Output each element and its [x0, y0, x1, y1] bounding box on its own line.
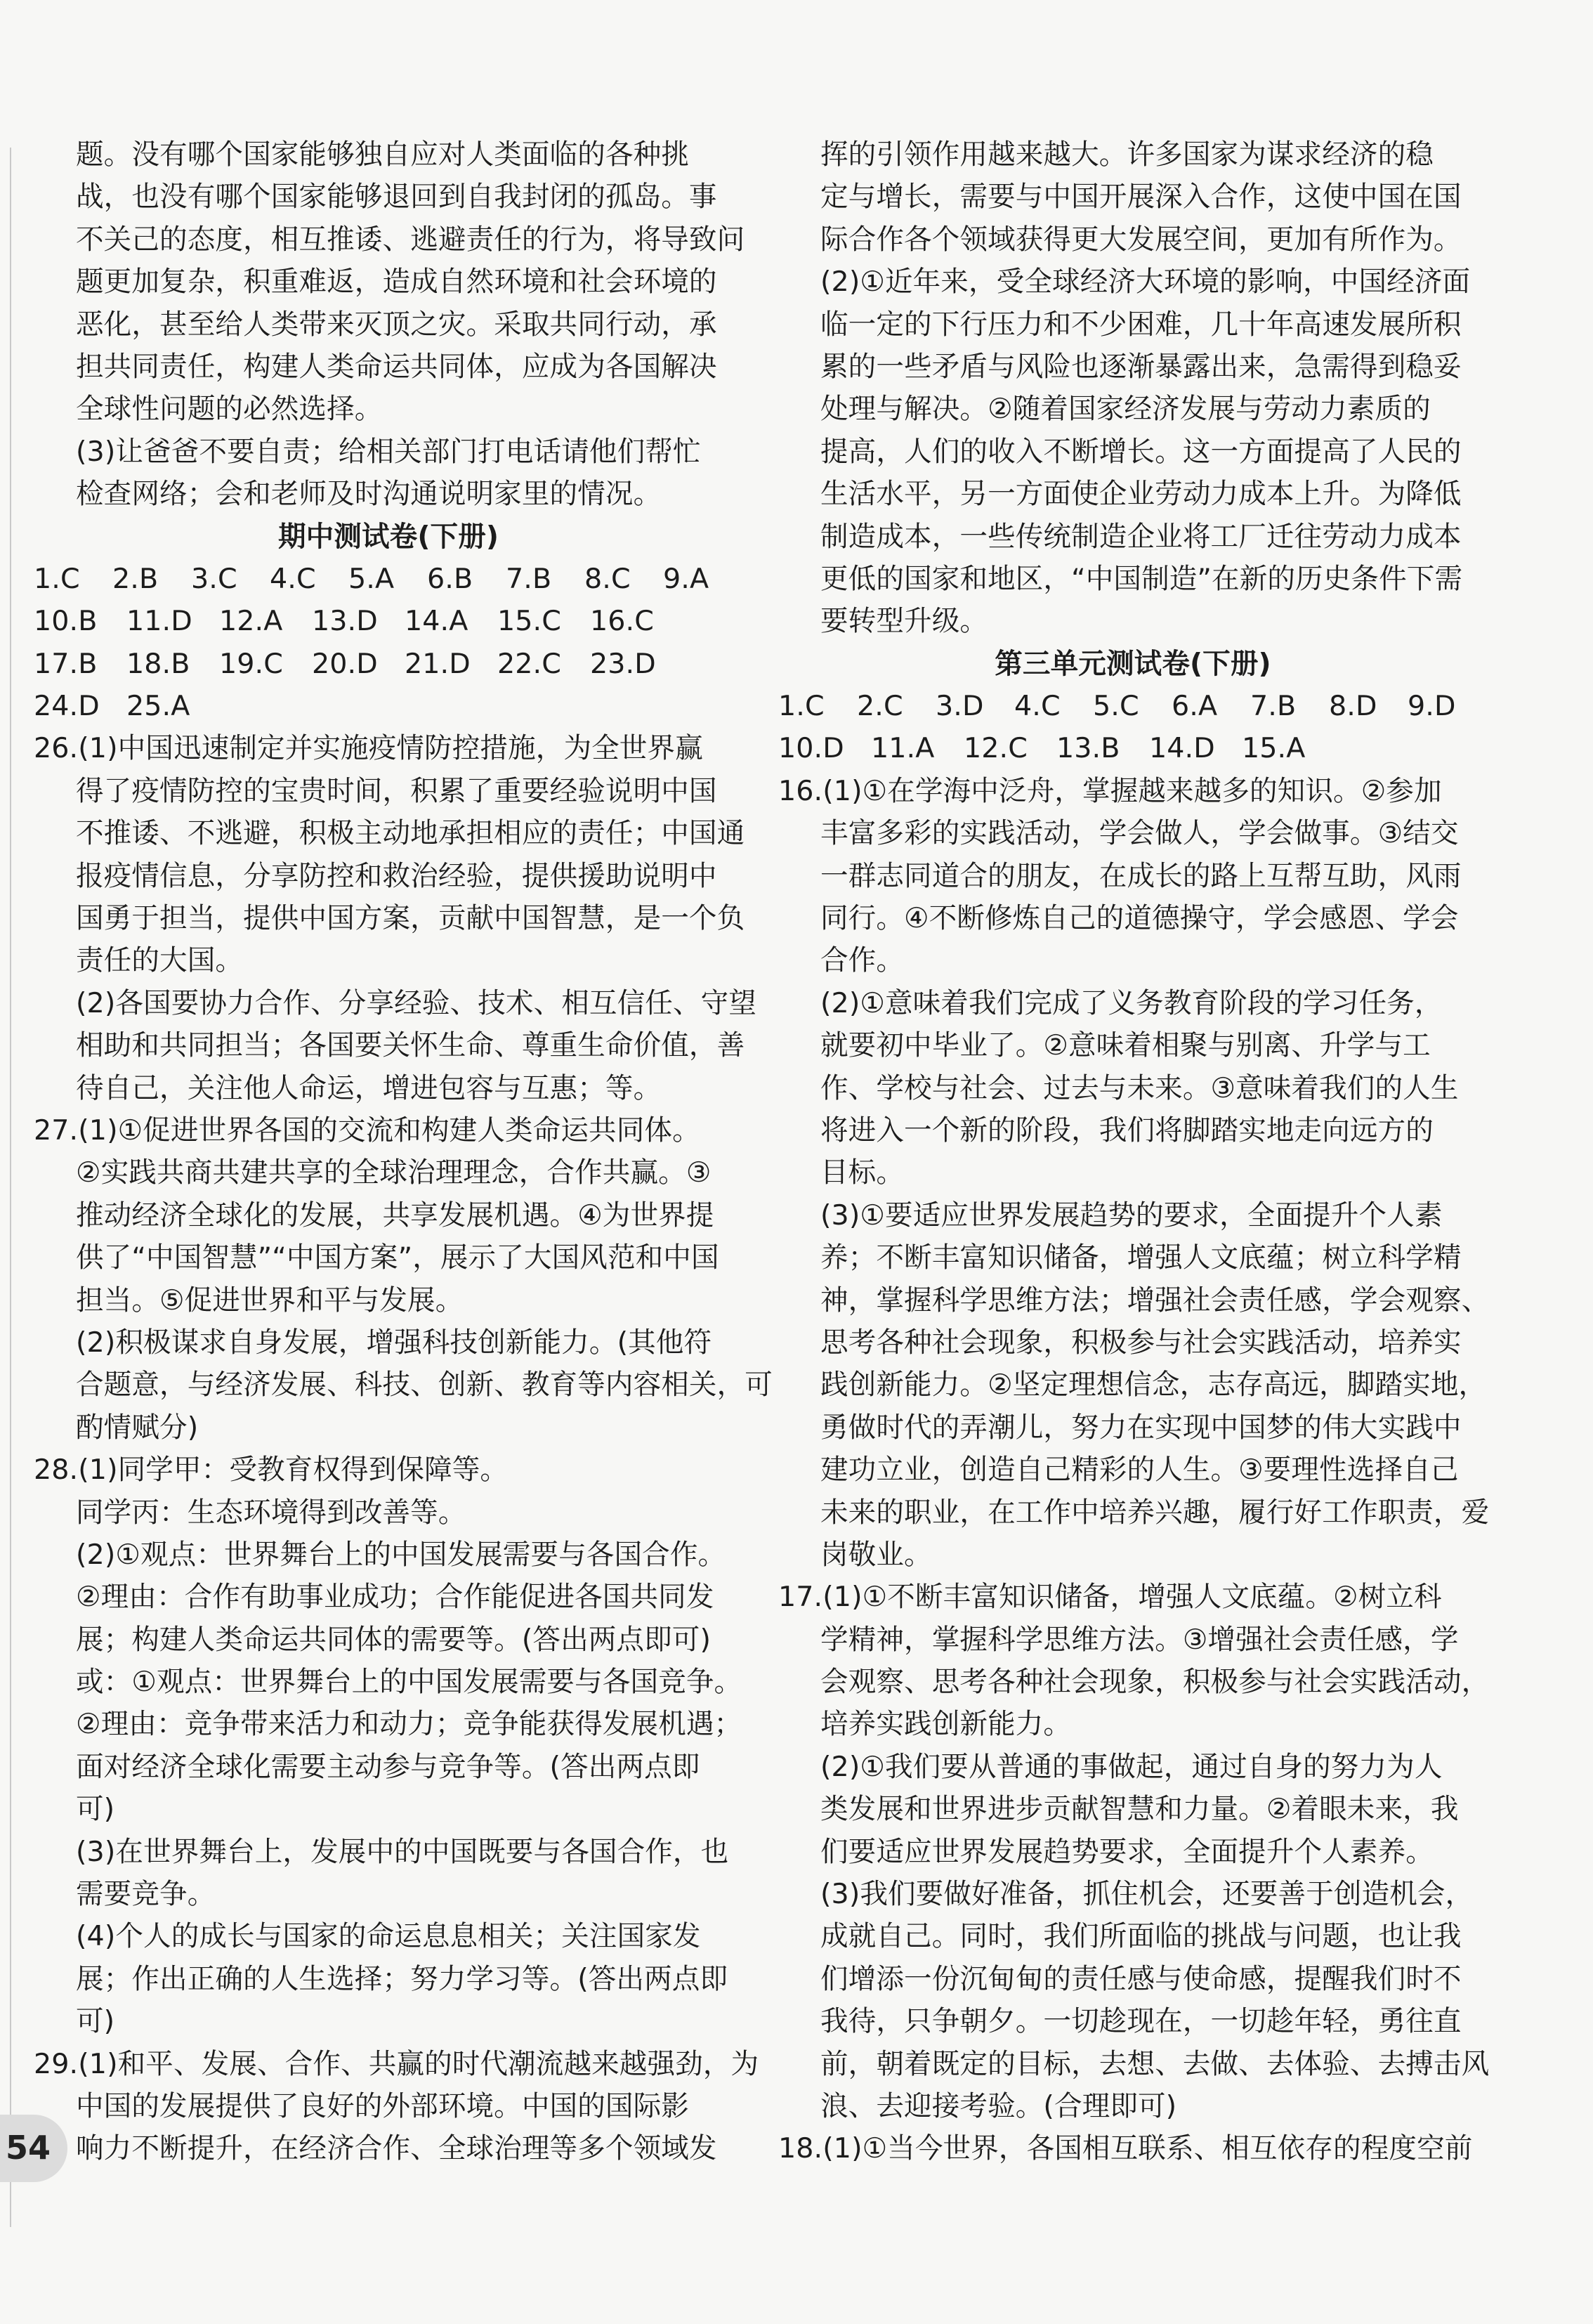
text-line: 作、学校与社会、过去与未来。③意味着我们的人生 — [820, 1071, 1459, 1104]
answer-item: 22.C — [497, 647, 561, 680]
answer-item: 10.B — [34, 605, 98, 638]
answer-item: 12.C — [964, 732, 1028, 765]
page-number: 54 — [6, 2129, 51, 2167]
text-line: (3)在世界舞台上，发展中的中国既要与各国合作，也 — [76, 1835, 729, 1868]
answer-item: 24.D — [34, 690, 100, 723]
text-line: (3)①要适应世界发展趋势的要求，全面提升个人素 — [820, 1199, 1443, 1232]
page-number-badge — [0, 2115, 67, 2182]
text-line: 供了“中国智慧”“中国方案”，展示了大国风范和中国 — [76, 1241, 719, 1274]
text-line: 响力不断提升，在经济合作、全球治理等多个领域发 — [76, 2132, 717, 2165]
text-line: 担共同责任，构建人类命运共同体，应成为各国解决 — [76, 350, 717, 383]
text-line: 检查网络；会和老师及时沟通说明家里的情况。 — [76, 478, 662, 511]
section-heading: 期中测试卷(下册) — [277, 520, 499, 553]
text-line: 培养实践创新能力。 — [820, 1708, 1072, 1741]
answer-item: 14.A — [405, 605, 468, 638]
text-line: (2)①我们要从普通的事做起，通过自身的努力为人 — [820, 1750, 1443, 1783]
text-line: 合作。 — [820, 944, 905, 977]
text-line: 题。没有哪个国家能够独自应对人类面临的各种挑 — [76, 138, 689, 171]
answer-item: 2.B — [112, 562, 159, 595]
text-line: 践创新能力。②坚定理想信念，志存高远，脚踏实地， — [820, 1369, 1487, 1402]
text-line: (2)①意味着我们完成了义务教育阶段的学习任务， — [820, 986, 1443, 1019]
text-line: 战，也没有哪个国家能够退回到自我封闭的孤岛。事 — [76, 181, 717, 214]
text-line: 不关己的态度，相互推诿、逃避责任的行为，将导致问 — [76, 223, 745, 256]
text-line: ②理由：竞争带来活力和动力；竞争能获得发展机遇； — [76, 1708, 742, 1741]
answer-key-row — [34, 643, 743, 685]
answer-item: 14.D — [1149, 732, 1215, 765]
answer-item: 25.A — [126, 690, 190, 723]
text-line: (2)①近年来，受全球经济大环境的影响，中国经济面 — [820, 266, 1471, 299]
text-line: 报疫情信息，分享防控和救治经验，提供援助说明中 — [76, 859, 717, 892]
answer-item: 9.A — [663, 562, 709, 595]
text-line: 神，掌握科学思维方法；增强社会责任感，学会观察、 — [820, 1284, 1490, 1317]
left-column — [34, 133, 773, 2170]
text-line: 28.(1)同学甲：受教育权得到保障等。 — [34, 1454, 509, 1487]
answer-item: 5.A — [348, 562, 395, 595]
text-line: 展；作出正确的人生选择；努力学习等。(答出两点即 — [76, 1962, 728, 1995]
text-line: 勇做时代的弄潮儿，努力在实现中国梦的伟大实践中 — [820, 1411, 1462, 1444]
text-line: 学精神，掌握科学思维方法。③增强社会责任感，学 — [820, 1623, 1459, 1656]
answer-item: 9.D — [1408, 690, 1456, 723]
answer-key-row — [778, 727, 1488, 769]
text-line: (3)让爸爸不要自责；给相关部门打电话请他们帮忙 — [76, 435, 701, 468]
answer-item: 11.A — [871, 732, 935, 765]
answer-item: 21.D — [405, 647, 471, 680]
text-line: 题更加复杂，积重难返，造成自然环境和社会环境的 — [76, 266, 717, 299]
text-line: 前，朝着既定的目标，去想、去做、去体验、去搏击风 — [820, 2047, 1490, 2080]
text-line: (3)我们要做好准备，抓住机会，还要善于创造机会， — [820, 1878, 1474, 1911]
text-line: 际合作各个领域获得更大发展空间，更加有所作为。 — [820, 223, 1462, 256]
answer-item: 20.D — [312, 647, 378, 680]
text-line: 会观察、思考各种社会现象，积极参与社会实践活动， — [820, 1666, 1490, 1699]
text-line: 挥的引领作用越来越大。许多国家为谋求经济的稳 — [820, 138, 1434, 171]
text-line: 同学丙：生态环境得到改善等。 — [76, 1496, 466, 1529]
answer-item: 19.C — [219, 647, 283, 680]
answer-key-row — [778, 685, 1488, 727]
text-line: 合题意，与经济发展、科技、创新、教育等内容相关，可 — [76, 1369, 773, 1402]
answer-item: 12.A — [219, 605, 283, 638]
text-line: 提高，人们的收入不断增长。这一方面提高了人民的 — [820, 435, 1462, 468]
text-line: 类发展和世界进步贡献智慧和力量。②着眼未来，我 — [820, 1793, 1459, 1826]
answer-item: 10.D — [778, 732, 844, 765]
text-line: 丰富多彩的实践活动，学会做人，学会做事。③结交 — [820, 817, 1459, 850]
text-line: ②理由：合作有助事业成功；合作能促进各国共同发 — [76, 1581, 714, 1614]
answer-item: 6.B — [427, 562, 473, 595]
answer-item: 4.C — [1014, 690, 1061, 723]
answer-key-row — [34, 558, 743, 600]
text-line: 同行。④不断修炼自己的道德操守，学会感恩、学会 — [820, 902, 1459, 935]
text-line: 制造成本，一些传统制造企业将工厂迁往劳动力成本 — [820, 520, 1462, 553]
text-line: 展；构建人类命运共同体的需要等。(答出两点即可) — [76, 1623, 712, 1656]
section-heading: 第三单元测试卷(下册) — [995, 647, 1271, 680]
answer-item: 18.B — [126, 647, 190, 680]
text-line: 得了疫情防控的宝贵时间，积累了重要经验说明中国 — [76, 774, 717, 807]
answer-item: 13.D — [312, 605, 378, 638]
text-line: 26.(1)中国迅速制定并实施疫情防控措施，为全世界赢 — [34, 732, 703, 765]
text-line: 建功立业，创造自己精彩的人生。③要理性选择自己 — [820, 1454, 1459, 1487]
answer-item: 15.C — [497, 605, 561, 638]
text-line: 中国的发展提供了良好的外部环境。中国的国际影 — [76, 2089, 689, 2122]
answer-item: 17.B — [34, 647, 98, 680]
answer-item: 16.C — [590, 605, 654, 638]
answer-item: 8.D — [1329, 690, 1377, 723]
text-line: 们增添一份沉甸甸的责任感与使命感，提醒我们时不 — [820, 1962, 1462, 1995]
text-line: 18.(1)①当今世界，各国相互联系、相互依存的程度空前 — [778, 2132, 1473, 2165]
text-line: 酌情赋分) — [76, 1411, 199, 1444]
text-line: 养；不断丰富知识储备，增强人文底蕴；树立科学精 — [820, 1241, 1462, 1274]
text-line: (4)个人的成长与国家的命运息息相关；关注国家发 — [76, 1920, 701, 1953]
text-line: 责任的大国。 — [76, 944, 244, 977]
text-line: 将进入一个新的阶段，我们将脚踏实地走向远方的 — [820, 1114, 1434, 1147]
text-line: 累的一些矛盾与风险也逐渐暴露出来，急需得到稳妥 — [820, 350, 1462, 383]
text-line: 担当。⑤促进世界和平与发展。 — [76, 1284, 464, 1317]
answer-item: 1.C — [778, 690, 825, 723]
text-line: 浪、去迎接考验。(合理即可) — [820, 2089, 1177, 2122]
answer-item: 13.B — [1056, 732, 1120, 765]
answer-item: 8.C — [584, 562, 631, 595]
text-line: 17.(1)①不断丰富知识储备，增强人文底蕴。②树立科 — [778, 1581, 1442, 1614]
text-line: 推动经济全球化的发展，共享发展机遇。④为世界提 — [76, 1199, 714, 1232]
answer-key-row — [34, 600, 743, 642]
answer-key-row — [34, 685, 743, 727]
answer-item: 11.D — [126, 605, 192, 638]
text-line: 成就自己。同时，我们所面临的挑战与问题，也让我 — [820, 1920, 1462, 1953]
text-line: 目标。 — [820, 1156, 905, 1189]
text-line: 29.(1)和平、发展、合作、共赢的时代潮流越来越强劲，为 — [34, 2047, 759, 2080]
text-line: 国勇于担当，提供中国方案，贡献中国智慧，是一个负 — [76, 902, 745, 935]
text-line: 临一定的下行压力和不少困难，几十年高速发展所积 — [820, 308, 1462, 341]
text-line: 处理与解决。②随着国家经济发展与劳动力素质的 — [820, 393, 1431, 426]
text-line: 生活水平，另一方面使企业劳动力成本上升。为降低 — [820, 478, 1462, 511]
text-line: (2)各国要协力合作、分享经验、技术、相互信任、守望 — [76, 986, 756, 1019]
text-line: ②实践共商共建共享的全球治理理念，合作共赢。③ — [76, 1156, 712, 1189]
answer-item: 1.C — [34, 562, 80, 595]
text-line: 更低的国家和地区，“中国制造”在新的历史条件下需 — [820, 562, 1463, 595]
text-line: 27.(1)①促进世界各国的交流和构建人类命运共同体。 — [34, 1114, 700, 1147]
text-line: 相助和共同担当；各国要关怀生命、尊重生命价值，善 — [76, 1029, 745, 1062]
answer-item: 5.C — [1093, 690, 1139, 723]
text-line: 定与增长，需要与中国开展深入合作，这使中国在国 — [820, 181, 1462, 214]
text-line: 未来的职业，在工作中培养兴趣，履行好工作职责，爱 — [820, 1496, 1490, 1529]
text-line: 们要适应世界发展趋势要求，全面提升个人素养。 — [820, 1835, 1434, 1868]
answer-item: 4.C — [270, 562, 316, 595]
text-line: 思考各种社会现象，积极参与社会实践活动，培养实 — [820, 1326, 1462, 1359]
answer-item: 2.C — [857, 690, 903, 723]
text-line: 面对经济全球化需要主动参与竞争等。(答出两点即 — [76, 1750, 700, 1783]
text-line: 或：①观点：世界舞台上的中国发展需要与各国竞争。 — [76, 1666, 742, 1699]
text-line: 就要初中毕业了。②意味着相聚与别离、升学与工 — [820, 1029, 1431, 1062]
text-line: 不推诿、不逃避，积极主动地承担相应的责任；中国通 — [76, 817, 745, 850]
answer-item: 7.B — [1250, 690, 1297, 723]
text-line: 要转型升级。 — [820, 605, 988, 638]
text-line: 一群志同道合的朋友，在成长的路上互帮互助，风雨 — [820, 859, 1462, 892]
text-line: 待自己，关注他人命运，增进包容与互惠；等。 — [76, 1071, 662, 1104]
text-line: 可) — [76, 2005, 115, 2038]
text-line: 可) — [76, 1793, 115, 1826]
answer-item: 23.D — [590, 647, 656, 680]
text-line: 恶化，甚至给人类带来灭顶之灾。采取共同行动，承 — [76, 308, 717, 341]
text-line: 需要竞争。 — [76, 1878, 216, 1911]
text-line: 我待，只争朝夕。一切趁现在，一切趁年轻，勇往直 — [820, 2005, 1462, 2038]
text-line: 16.(1)①在学海中泛舟，掌握越来越多的知识。②参加 — [778, 774, 1442, 807]
answer-item: 3.D — [936, 690, 984, 723]
margin-rule — [10, 148, 11, 2227]
answer-item: 6.A — [1172, 690, 1218, 723]
text-line: 岗敬业。 — [820, 1538, 932, 1571]
answer-item: 7.B — [506, 562, 552, 595]
text-line: 全球性问题的必然选择。 — [76, 393, 383, 426]
answer-item: 15.A — [1242, 732, 1306, 765]
text-line: (2)积极谋求自身发展，增强科技创新能力。(其他符 — [76, 1326, 712, 1359]
right-column — [778, 133, 1488, 2170]
text-line: (2)①观点：世界舞台上的中国发展需要与各国合作。 — [76, 1538, 726, 1571]
answer-item: 3.C — [191, 562, 237, 595]
